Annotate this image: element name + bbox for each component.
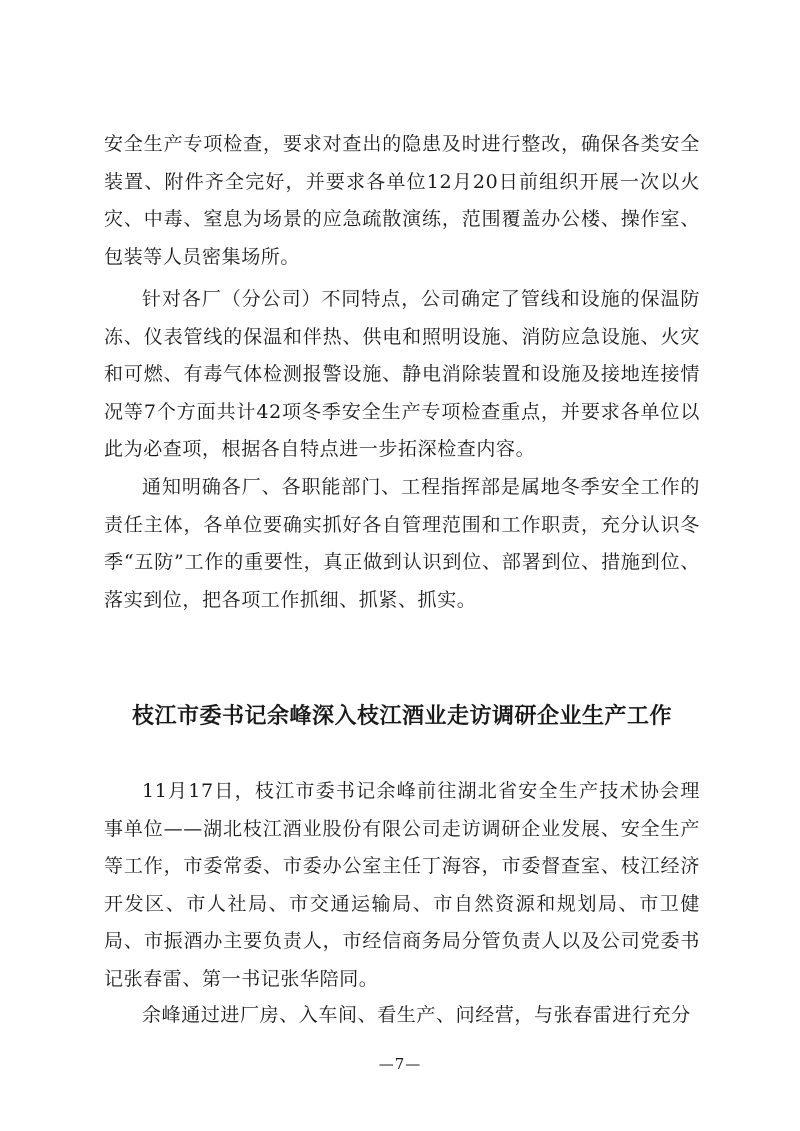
paragraph-continued: 安全生产专项检查，要求对查出的隐患及时进行整改，确保各类安全装置、附件齐全完好，并要求各单位12月20日前组织开展一次以火灾、中毒、窒息为场景的应急疏散演练，范围覆盖办公楼、操作室、包装等人员密集场所。 (104, 133, 700, 268)
article-heading: 枝江市委书记余峰深入枝江酒业走访调研企业生产工作 (131, 704, 672, 729)
page-number: —7— (378, 1055, 422, 1073)
paragraph-visit: 11月17日，枝江市委书记余峰前往湖北省安全生产技术协会理事单位——湖北枝江酒业股份有限公司走访调研企业发展、安全生产等工作，市委常委、市委办公室主任丁海容，市委督查室、枝江经济开发区、市人社局、市交通运输局、市自然资源和规划局、市卫健局、市振酒办主要负责人，市经信商务局分管负责人以及公司党委书记张春雷、第一书记张华陪同。 (104, 780, 700, 990)
paragraph-responsibility: 通知明确各厂、各职能部门、工程指挥部是属地冬季安全工作的责任主体，各单位要确实抓好各自管理范围和工作职责，充分认识冬季“五防”工作的重要性，真正做到认识到位、部署到位、措施到位、落实到位，把各项工作抓细、抓紧、抓实。 (104, 476, 700, 611)
paragraph-inspection-focus: 针对各厂（分公司）不同特点，公司确定了管线和设施的保温防冻、仪表管线的保温和伴热、供电和照明设施、消防应急设施、火灾和可燃、有毒气体检测报警设施、静电消除装置和设施及接地连接情况等7个方面共计42项冬季安全生产专项检查重点，并要求各单位以此为必查项，根据各自特点进一步拓深检查内容。 (104, 288, 700, 460)
paragraph-visit-detail: 余峰通过进厂房、入车间、看生产、问经营，与张春雷进行充分 (142, 1004, 691, 1026)
